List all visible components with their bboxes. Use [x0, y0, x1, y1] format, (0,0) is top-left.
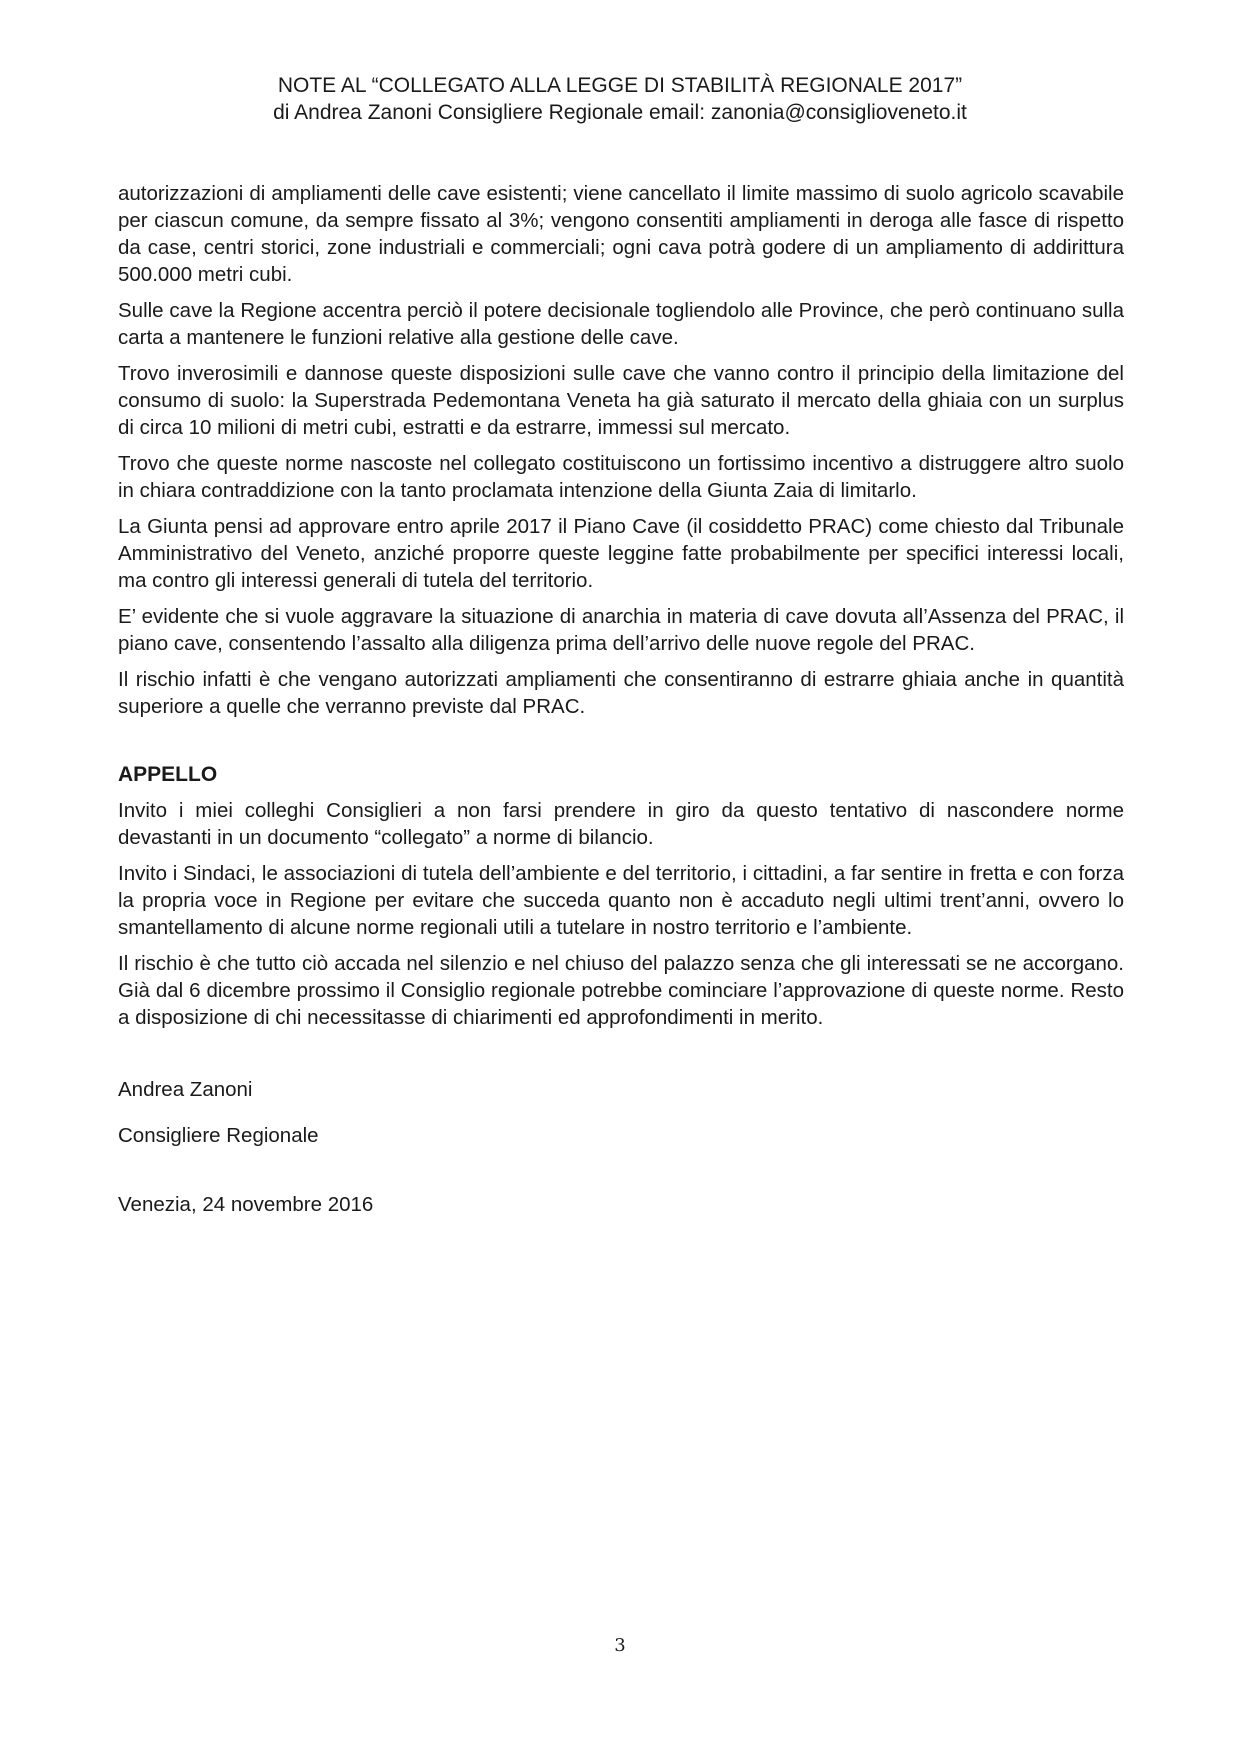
body-paragraph: La Giunta pensi ad approvare entro aprile 2017 il Piano Cave (il cosiddetto PRAC) come chiesto dal Tribunale Amministrativo del Veneto, anziché proporre queste leggine fatte probabilmente per specifici interessi locali, ma contro gli interessi generali di tutela del territorio. [118, 515, 1124, 592]
signature-name: Andrea Zanoni [118, 1078, 253, 1101]
body-paragraph: Sulle cave la Regione accentra perciò il potere decisionale togliendolo alle Province, che però continuano sulla carta a mantenere le funzioni relative alla gestione delle cave. [118, 299, 1124, 349]
body-paragraph: autorizzazioni di ampliamenti delle cave esistenti; viene cancellato il limite massimo di suolo agricolo scavabile per ciascun comune, da sempre fissato al 3%; vengono consentiti ampliamenti in deroga alle fasce di rispetto da case, centri storici, zone industriali e commerciali; ogni cava potrà godere di un ampliamento di addirittura 500.000 metri cubi. [118, 182, 1124, 286]
body-paragraph: Il rischio infatti è che vengano autorizzati ampliamenti che consentiranno di estrarre ghiaia anche in quantità superiore a quelle che verranno previste dal PRAC. [118, 668, 1124, 718]
body-paragraph: Trovo che queste norme nascoste nel collegato costituiscono un fortissimo incentivo a distruggere altro suolo in chiara contraddizione con la tanto proclamata intenzione della Giunta Zaia di limitarlo. [118, 452, 1124, 502]
signature-block [118, 1076, 1124, 1218]
appello-paragraph: Il rischio è che tutto ciò accada nel silenzio e nel chiuso del palazzo senza che gli interessati se ne accorgano. Già dal 6 dicembre prossimo il Consiglio regionale potrebbe cominciare l’approvazione di queste norme. Resto a disposizione di chi necessitasse di chiarimenti ed approfondimenti in merito. [118, 952, 1124, 1029]
section-heading-appello: APPELLO [118, 763, 218, 786]
body-paragraph: Trovo inverosimili e dannose queste disposizioni sulle cave che vanno contro il principio della limitazione del consumo di suolo: la Superstrada Pedemontana Veneta ha già saturato il mercato della ghiaia con un surplus di circa 10 milioni di metri cubi, estratti e da estrarre, immessi sul mercato. [118, 362, 1124, 439]
document-body [118, 180, 1124, 1218]
appello-paragraph: Invito i Sindaci, le associazioni di tutela dell’ambiente e del territorio, i cittadini, a far sentire in fretta e con forza la propria voce in Regione per evitare che succeda quanto non è accaduto negli ultimi trent’anni, ovvero lo smantellamento di alcune norme regionali utili a tutelare in nostro territorio e l’ambiente. [118, 862, 1124, 939]
page-number: 3 [614, 1635, 626, 1656]
place-date: Venezia, 24 novembre 2016 [118, 1193, 374, 1216]
header-subtitle: di Andrea Zanoni Consigliere Regionale email: zanonia@consiglioveneto.it [273, 101, 967, 124]
appello-paragraph: Invito i miei colleghi Consiglieri a non farsi prendere in giro da questo tentativo di nascondere norme devastanti in un documento “collegato” a norme di bilancio. [118, 799, 1124, 849]
document-header [0, 72, 1240, 126]
signature-role: Consigliere Regionale [118, 1124, 319, 1147]
body-paragraph: E’ evidente che si vuole aggravare la situazione di anarchia in materia di cave dovuta all’Assenza del PRAC, il piano cave, consentendo l’assalto alla diligenza prima dell’arrivo delle nuove regole del PRAC. [118, 605, 1124, 655]
header-title: NOTE AL “COLLEGATO ALLA LEGGE DI STABILITÀ REGIONALE 2017” [277, 74, 963, 97]
